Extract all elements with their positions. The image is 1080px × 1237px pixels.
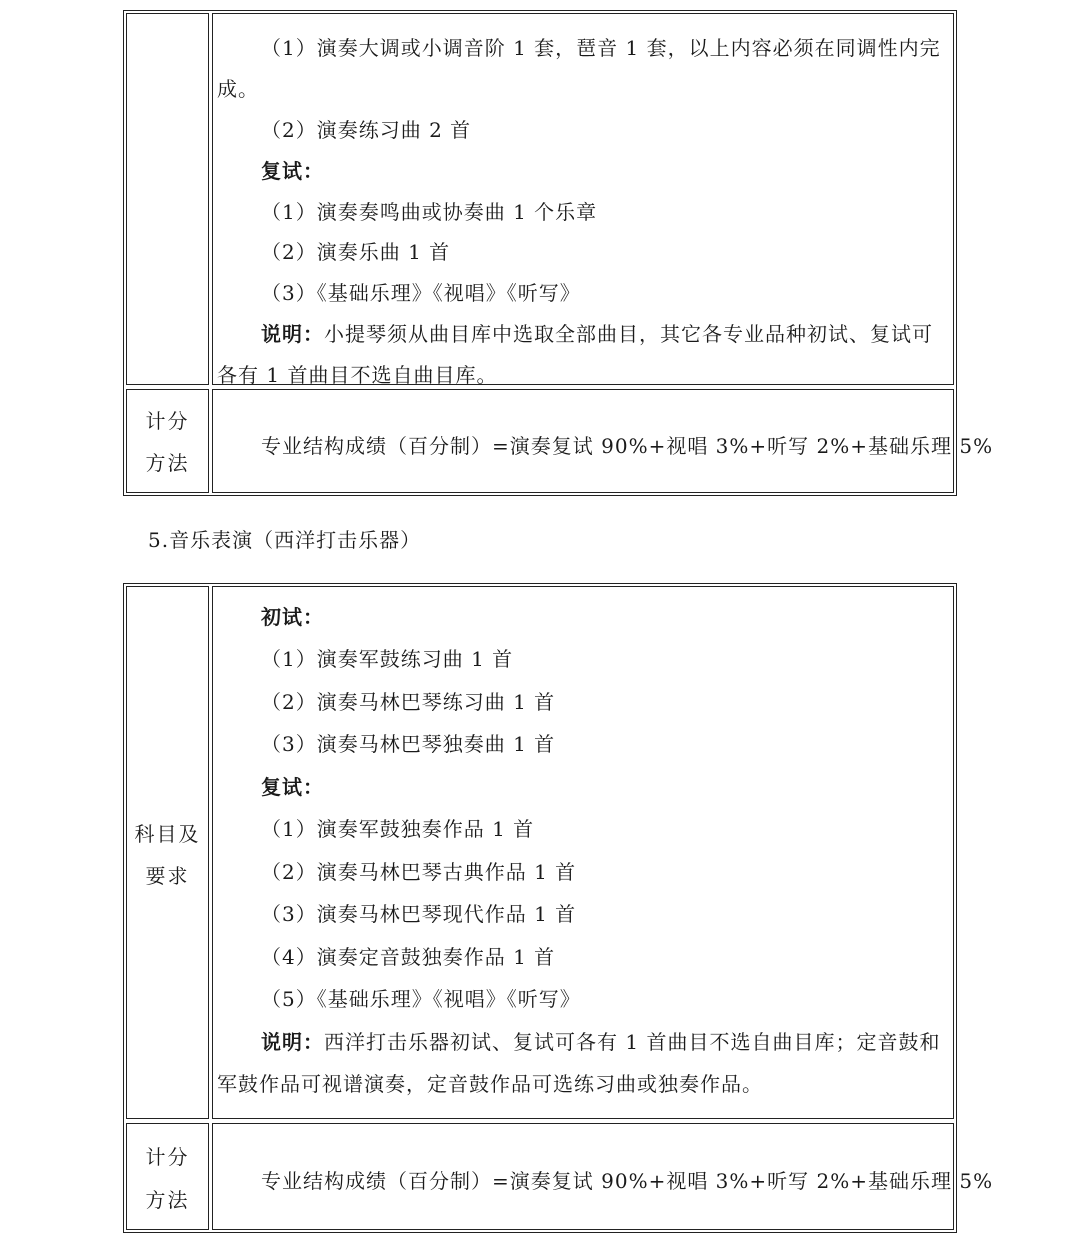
req-line: 成。 <box>217 77 259 101</box>
note-text: 西洋打击乐器初试、复试可各有 1 首曲目不选自曲目库；定音鼓和 <box>324 1030 941 1054</box>
requirements-label-1: 科目及 <box>134 822 201 846</box>
requirements-label-cell <box>126 13 209 385</box>
note-label: 说明： <box>261 322 324 346</box>
table-percussion-prev <box>123 10 994 496</box>
retest-item: （5）《基础乐理》《视唱》《听写》 <box>261 987 581 1011</box>
retest-title: 复试： <box>261 775 324 799</box>
scoring-label-2: 方法 <box>145 1188 190 1212</box>
prelim-title: 初试： <box>261 605 324 629</box>
retest-title: 复试： <box>261 159 324 183</box>
section-heading: 5.音乐表演（西洋打击乐器） <box>148 528 422 552</box>
retest-item: （4）演奏定音鼓独奏作品 1 首 <box>261 945 556 969</box>
scoring-label-1: 计分 <box>145 409 190 433</box>
req-line: （2）演奏乐曲 1 首 <box>261 240 451 264</box>
scoring-content-cell <box>212 389 994 493</box>
scoring-row <box>124 387 994 495</box>
req-line: （1）演奏大调或小调音阶 1 套，琶音 1 套，以上内容必须在同调性内完 <box>261 36 941 60</box>
requirements-row <box>124 11 956 387</box>
note-line-2: 各有 1 首曲目不选自曲目库。 <box>217 363 498 387</box>
retest-item: （3）演奏马林巴琴现代作品 1 首 <box>261 902 577 926</box>
note-line-1 <box>261 318 933 347</box>
req-line: （2）演奏练习曲 2 首 <box>261 118 472 142</box>
note-line-1 <box>261 1026 940 1055</box>
note-line-2: 军鼓作品可视谱演奏，定音鼓作品可选练习曲或独奏作品。 <box>217 1072 763 1096</box>
scoring-text: 专业结构成绩（百分制）=演奏复试 90%+视唱 3%+听写 2%+基础乐理 5% <box>261 434 994 458</box>
prelim-item: （2）演奏马林巴琴练习曲 1 首 <box>261 690 556 714</box>
note-label: 说明： <box>261 1030 324 1054</box>
prelim-item: （1）演奏军鼓练习曲 1 首 <box>261 647 514 671</box>
prelim-item: （3）演奏马林巴琴独奏曲 1 首 <box>261 732 556 756</box>
retest-item: （2）演奏马林巴琴古典作品 1 首 <box>261 860 577 884</box>
scoring-text: 专业结构成绩（百分制）=演奏复试 90%+视唱 3%+听写 2%+基础乐理 5% <box>261 1169 994 1193</box>
requirements-label-cell <box>126 586 209 1119</box>
requirements-content-cell <box>212 13 954 385</box>
scoring-label-cell <box>126 389 209 493</box>
scoring-label-2: 方法 <box>145 451 190 475</box>
requirements-row <box>124 584 956 1121</box>
requirements-label-2: 要求 <box>145 864 190 888</box>
note-text: 小提琴须从曲目库中选取全部曲目，其它各专业品种初试、复试可 <box>324 322 933 346</box>
scoring-label-cell <box>126 1123 209 1230</box>
table-western-percussion <box>123 583 994 1233</box>
requirements-content-cell <box>212 586 954 1119</box>
scoring-label-1: 计分 <box>145 1145 190 1169</box>
req-line: （1）演奏奏鸣曲或协奏曲 1 个乐章 <box>261 200 598 224</box>
retest-item: （1）演奏军鼓独奏作品 1 首 <box>261 817 535 841</box>
req-line: （3）《基础乐理》《视唱》《听写》 <box>261 281 581 305</box>
scoring-row <box>124 1121 994 1232</box>
scoring-content-cell <box>212 1123 994 1230</box>
